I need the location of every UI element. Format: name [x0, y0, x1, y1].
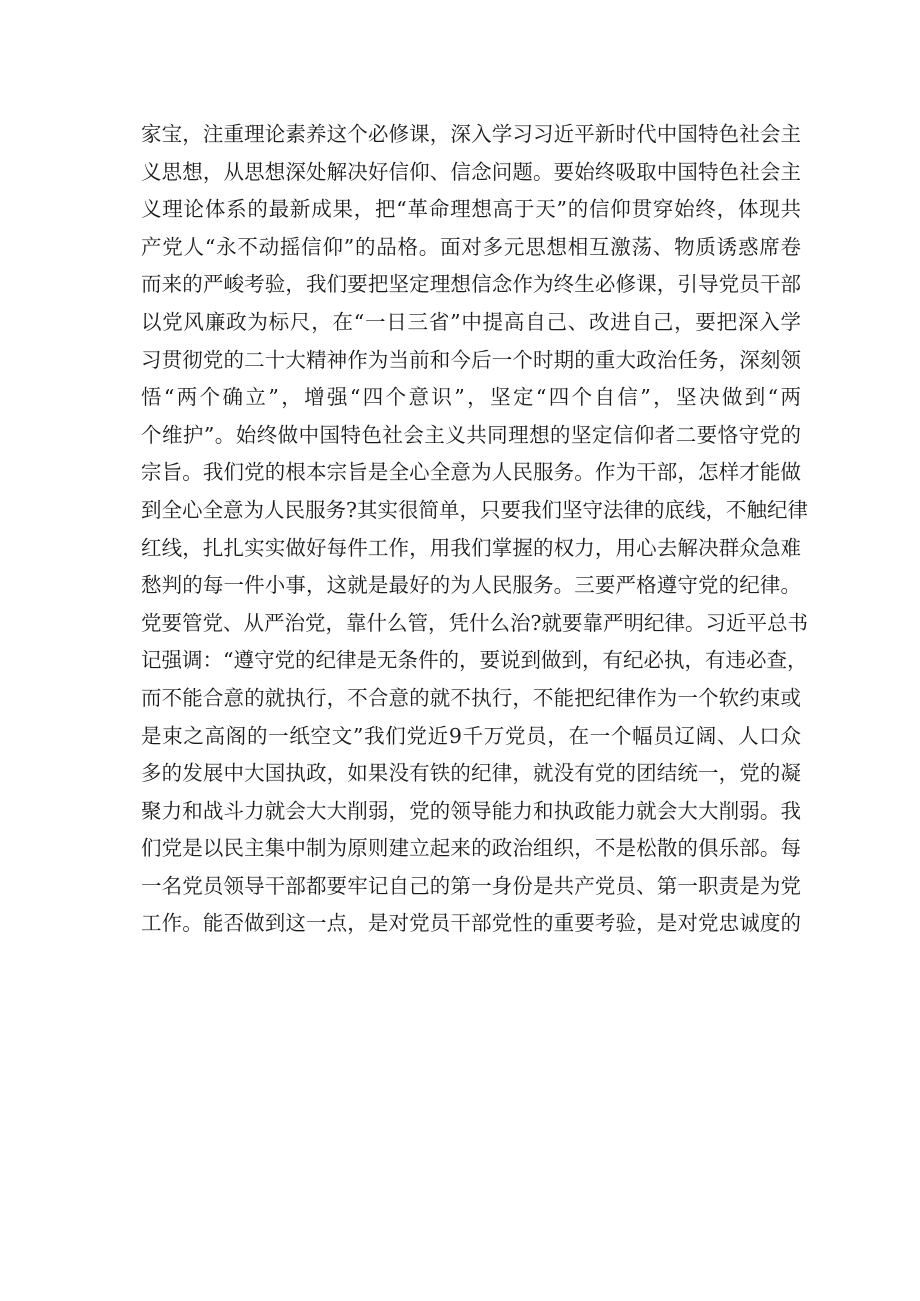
text-line: 以党风廉政为标尺，在“一日三省”中提高自己、改进自己，要把深入学 — [141, 309, 801, 334]
text-line: 是束之高阁的一纸空文”我们党近9千万党员，在一个幅员辽阔、人口众 — [141, 723, 801, 748]
text-line: 聚力和战斗力就会大大削弱，党的领导能力和执政能力就会大大削弱。我 — [141, 798, 801, 823]
text-line: 宗旨。我们党的根本宗旨是全心全意为人民服务。作为干部，怎样才能做 — [141, 460, 801, 485]
text-line: 而不能合意的就执行，不合意的就不执行，不能把纪律作为一个软约束或 — [141, 685, 801, 710]
text-line: 义理论体系的最新成果，把“革命理想高于天”的信仰贯穿始终，体现共 — [141, 197, 801, 222]
text-line: 习贯彻党的二十大精神作为当前和今后一个时期的重大政治任务，深刻领 — [141, 347, 801, 372]
text-line: 多的发展中大国执政，如果没有铁的纪律，就没有党的团结统一，党的凝 — [141, 761, 801, 786]
text-line: 们党是以民主集中制为原则建立起来的政治组织，不是松散的俱乐部。每 — [141, 836, 801, 861]
text-line: 义思想，从思想深处解决好信仰、信念问题。要始终吸取中国特色社会主 — [141, 159, 801, 184]
text-line: 到全心全意为人民服务?其实很简单，只要我们坚守法律的底线，不触纪律 — [141, 497, 808, 522]
text-line: 家宝，注重理论素养这个必修课，深入学习习近平新时代中国特色社会主 — [141, 122, 801, 146]
text-line: 记强调：“遵守党的纪律是无条件的，要说到做到，有纪必执，有违必查， — [141, 648, 808, 673]
text-line: 悟“两个确立”，增强“四个意识”，坚定“四个自信”，坚决做到“两 — [141, 385, 801, 410]
text-line: 愁判的每一件小事，这就是最好的为人民服务。三要严格遵守党的纪律。 — [141, 573, 801, 598]
text-line: 产党人“永不动摇信仰”的品格。面对多元思想相互激荡、物质诱惑席卷 — [141, 234, 801, 259]
document-body — [141, 116, 808, 943]
text-line: 一名党员领导干部都要牢记自己的第一身份是共产党员、第一职责是为党 — [141, 873, 801, 898]
text-line: 红线，扎扎实实做好每件工作，用我们掌握的权力，用心去解决群众急难 — [141, 535, 801, 560]
text-line: 个维护”。始终做中国特色社会主义共同理想的坚定信仰者二要恪守党的 — [141, 422, 801, 447]
text-line: 党要管党、从严治党，靠什么管，凭什么治?就要靠严明纪律。习近平总书 — [141, 610, 808, 635]
text-line: 而来的严峻考验，我们要把坚定理想信念作为终生必修课，引导党员干部 — [141, 272, 801, 297]
text-line: 工作。能否做到这一点，是对党员干部党性的重要考验，是对党忠诚度的 — [141, 911, 801, 936]
